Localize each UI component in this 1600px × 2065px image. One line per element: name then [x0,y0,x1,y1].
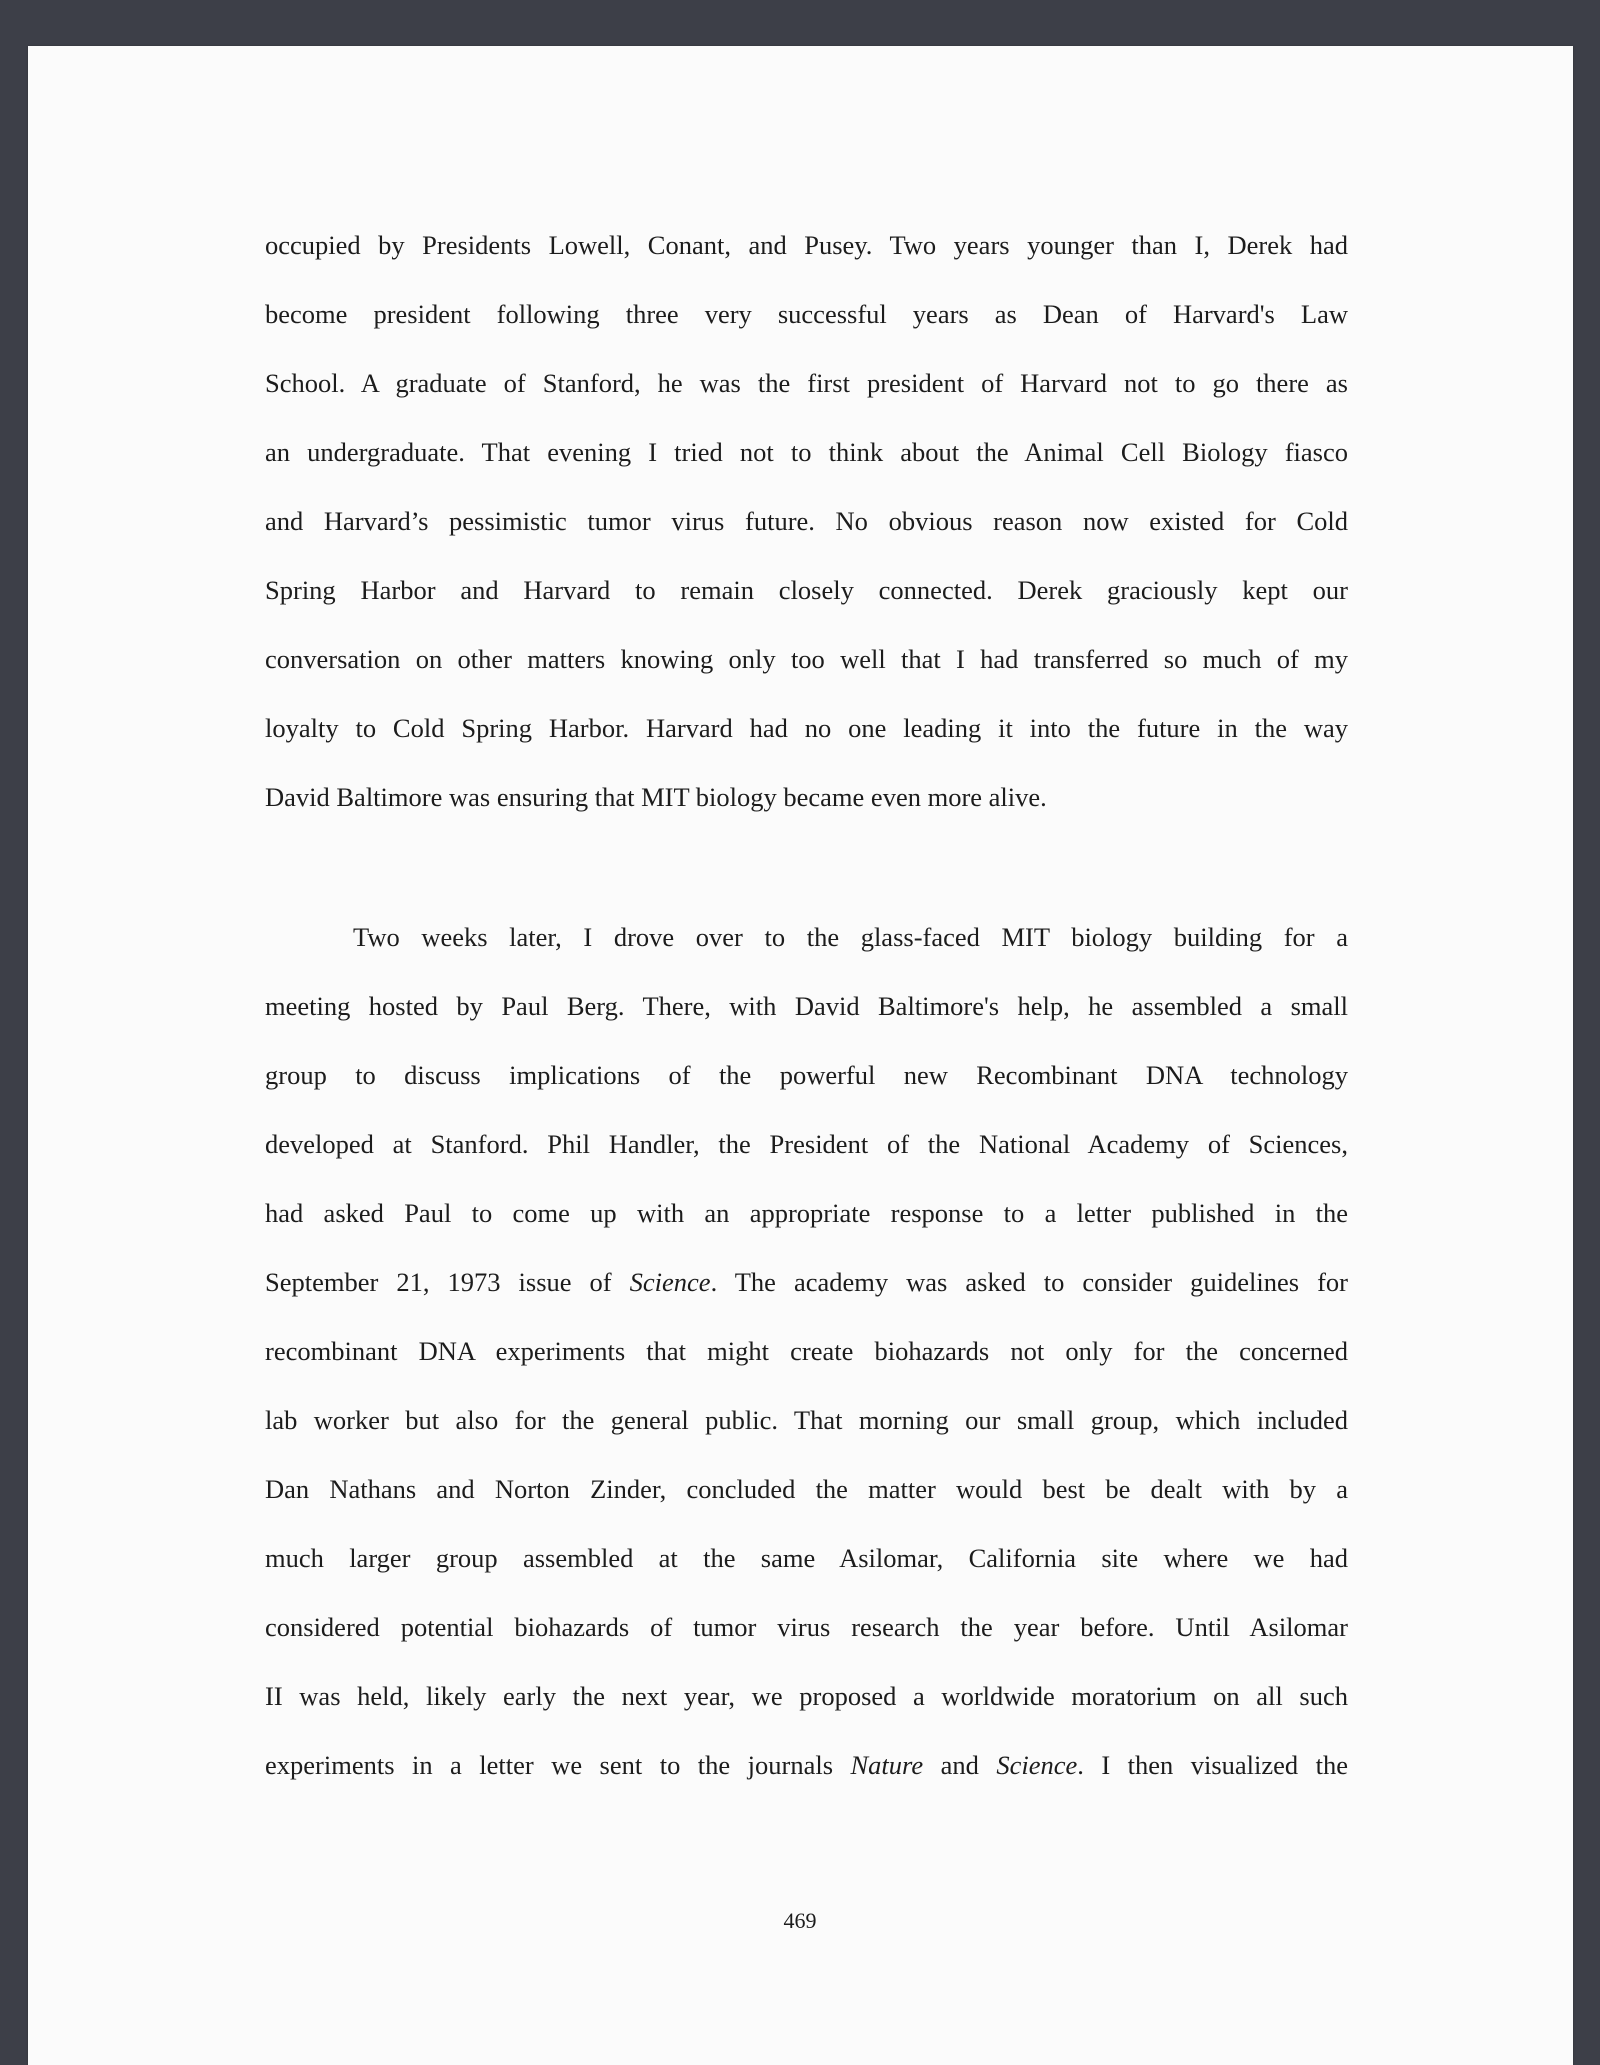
paragraph-2-line-2: meeting hosted by Paul Berg. There, with David Baltimore's help, he assembled a small [265,991,1348,1021]
page-number: 469 [783,1908,817,1933]
paragraph-1-line-7: conversation on other matters knowing only too well that I had transferred so much of my [265,644,1348,674]
paragraph-2-line-3: group to discuss implications of the powerful new Recombinant DNA technology [265,1060,1348,1090]
paragraph-2-line-13: experiments in a letter we sent to the journals Nature and Science. I then visualized the [265,1750,1349,1780]
paragraph-1-line-1: occupied by Presidents Lowell, Conant, and Pusey. Two years younger than I, Derek had [265,230,1348,260]
paragraph-1-line-8: loyalty to Cold Spring Harbor. Harvard had no one leading it into the future in the way [265,713,1348,743]
paragraph-1-line-5: and Harvard’s pessimistic tumor virus future. No obvious reason now existed for Cold [265,506,1348,536]
paragraph-2-line-6: September 21, 1973 issue of Science. The academy was asked to consider guidelines for [265,1267,1349,1297]
paragraph-2-line-5: had asked Paul to come up with an appropriate response to a letter published in the [265,1198,1348,1228]
paragraph-2-line-4: developed at Stanford. Phil Handler, the President of the National Academy of Sciences, [265,1129,1348,1159]
paragraph-1-line-9: David Baltimore was ensuring that MIT biology became even more alive. [265,782,1047,812]
paragraph-1-line-3: School. A graduate of Stanford, he was the first president of Harvard not to go there as [265,368,1348,398]
paragraph-2-line-8: lab worker but also for the general public. That morning our small group, which included [265,1405,1348,1435]
paragraph-2-line-7: recombinant DNA experiments that might create biohazards not only for the concerned [265,1336,1348,1366]
paragraph-1-line-2: become president following three very successful years as Dean of Harvard's Law [265,299,1348,329]
paragraph-2-line-9: Dan Nathans and Norton Zinder, concluded the matter would best be dealt with by a [265,1474,1348,1504]
paragraph-1-line-6: Spring Harbor and Harvard to remain closely connected. Derek graciously kept our [265,575,1348,605]
paragraph-2-line-12: II was held, likely early the next year, we proposed a worldwide moratorium on all such [265,1681,1348,1711]
paragraph-1-line-4: an undergraduate. That evening I tried not to think about the Animal Cell Biology fiasco [265,437,1348,467]
paragraph-2-line-11: considered potential biohazards of tumor virus research the year before. Until Asilomar [265,1612,1348,1642]
paragraph-2-line-10: much larger group assembled at the same Asilomar, California site where we had [265,1543,1348,1573]
paragraph-2-line-1: Two weeks later, I drove over to the glass-faced MIT biology building for a [353,922,1348,952]
